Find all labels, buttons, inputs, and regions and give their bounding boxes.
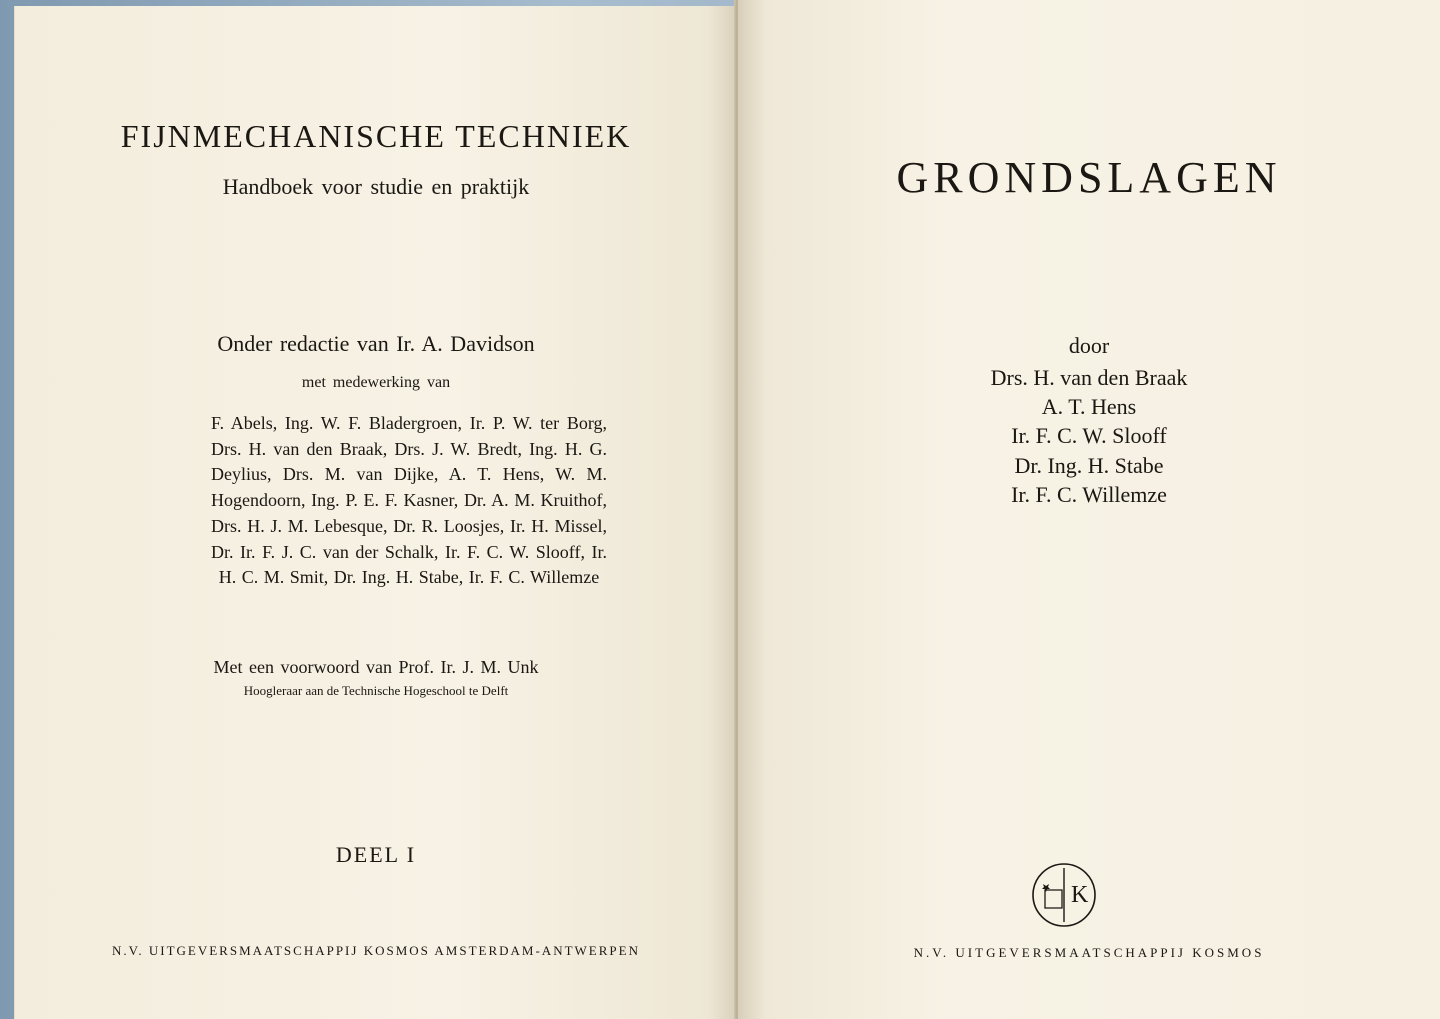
book-title: FIJNMECHANISCHE TECHNIEK — [120, 118, 632, 154]
author-line: Ir. F. C. W. Slooff — [1011, 423, 1167, 448]
kosmos-logo-icon — [1031, 862, 1097, 928]
volume-label: DEEL I — [335, 842, 417, 867]
editor-line: Onder redactie van Ir. A. Davidson — [217, 331, 535, 356]
author-line: Dr. Ing. H. Stabe — [1014, 453, 1164, 478]
logo-letter: K — [1071, 882, 1089, 908]
contributors-list: F. Abels, Ing. W. F. Bladergroen, Ir. P. W. ter Borg, Drs. H. van den Braak, Drs. J. W. Bredt, Ing. H. G. Deylius, Drs. M. van Dijke, A. T. Hens, W. M. Hogendoorn, Ing. P. E. F. Kasner, Dr. A. M. Kruithof, Drs. H. J. M. Lebesque, Dr. R. Loosjes, Ir. H. Missel, Dr. Ir. F. J. C. van der Schalk, Ir. F. C. W. Slooff, Ir. H. C. M. Smit, Dr. Ing. H. Stabe, Ir. F. C. Willemze — [211, 413, 607, 588]
cooperation-intro: met medewerking van — [301, 374, 451, 391]
section-title: GRONDSLAGEN — [896, 153, 1282, 202]
author-line: A. T. Hens — [1041, 394, 1137, 419]
by-label: door — [1068, 333, 1110, 358]
publisher-right: N.V. UITGEVERSMAATSCHAPPIJ KOSMOS — [913, 945, 1265, 960]
left-page — [14, 6, 737, 1019]
foreword-line: Met een voorwoord van Prof. Ir. J. M. Unk — [213, 657, 539, 677]
foreword-role: Hoogleraar aan de Technische Hogeschool te Delft — [243, 683, 509, 698]
right-page — [738, 0, 1440, 1019]
author-line: Ir. F. C. Willemze — [1011, 482, 1167, 507]
author-line: Drs. H. van den Braak — [990, 365, 1188, 390]
book-subtitle: Handboek voor studie en praktijk — [222, 174, 530, 199]
publisher-left: N.V. UITGEVERSMAATSCHAPPIJ KOSMOS AMSTERDAM-ANTWERPEN — [112, 943, 640, 958]
